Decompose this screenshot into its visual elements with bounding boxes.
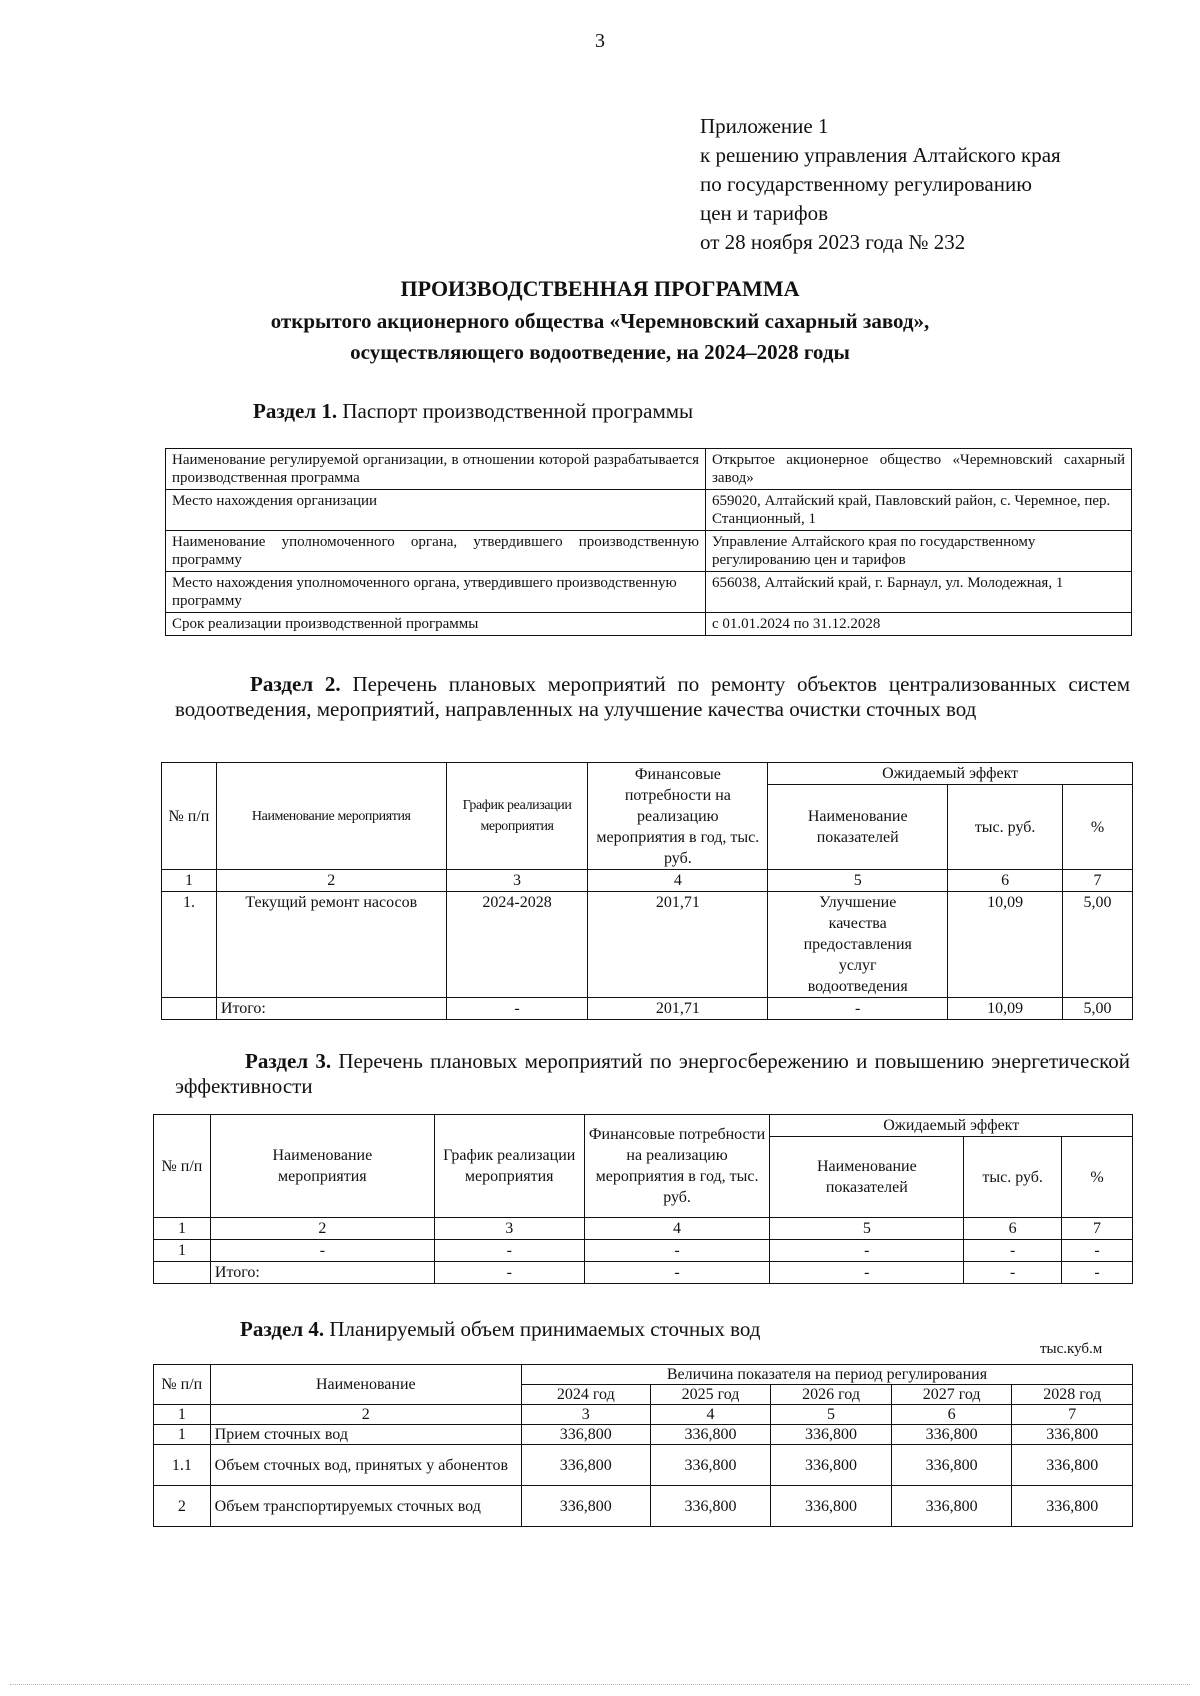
header-num: № п/п [162, 763, 217, 870]
col-number: 7 [1062, 1218, 1133, 1240]
cell-value: 336,800 [1012, 1445, 1133, 1486]
cell-num: 1. [162, 892, 217, 998]
col-number: 5 [771, 1405, 892, 1425]
appendix-line: от 28 ноября 2023 года № 232 [700, 230, 966, 254]
total-finance: 201,71 [588, 998, 768, 1020]
table-row [166, 449, 1132, 490]
section-title: Паспорт производственной программы [342, 399, 694, 423]
total-row [162, 998, 1133, 1020]
header-effect: Ожидаемый эффект [770, 1115, 1133, 1137]
cell-finance: 201,71 [588, 892, 768, 998]
cell-name: Объем транспортируемых сточных вод [210, 1486, 521, 1527]
col-number: 1 [162, 870, 217, 892]
column-number-row [162, 870, 1133, 892]
table-row [154, 1486, 1133, 1527]
passport-table [165, 448, 1132, 636]
header-finance: Финансовые потребности на реализацию мероприятия в год, тыс. руб. [588, 763, 768, 870]
passport-field-value: 656038, Алтайский край, г. Барнаул, ул. Молодежная, 1 [706, 572, 1132, 613]
cell-rub: 10,09 [948, 892, 1063, 998]
column-number-row [154, 1405, 1133, 1425]
table-row [166, 572, 1132, 613]
table-row [162, 892, 1133, 998]
appendix-line: Приложение 1 [700, 114, 829, 138]
section-label: Раздел 4. [240, 1317, 325, 1341]
cell-finance: - [584, 1240, 770, 1262]
repair-measures-table [161, 762, 1133, 1020]
passport-field-value: Открытое акционерное общество «Черемновский сахарный завод» [706, 449, 1132, 490]
cell-value: 336,800 [891, 1425, 1012, 1445]
total-label: Итого: [210, 1262, 434, 1284]
column-number-row [154, 1218, 1133, 1240]
table-row [154, 1445, 1133, 1486]
table-row [166, 613, 1132, 636]
col-number: 6 [948, 870, 1063, 892]
header-rub: тыс. руб. [948, 785, 1063, 870]
total-pct: - [1062, 1262, 1133, 1284]
col-number: 2 [216, 870, 446, 892]
total-label: Итого: [216, 998, 446, 1020]
cell-value: 336,800 [650, 1445, 771, 1486]
units-label: тыс.куб.м [1040, 1341, 1103, 1357]
header-effect: Ожидаемый эффект [768, 763, 1133, 785]
cell-value: 336,800 [891, 1486, 1012, 1527]
document-subtitle: осуществляющего водоотведение, на 2024–2028 годы [350, 340, 850, 364]
appendix-line: цен и тарифов [700, 201, 829, 225]
header-num: № п/п [154, 1365, 211, 1405]
total-schedule: - [446, 998, 588, 1020]
passport-field-name: Место нахождения организации [166, 490, 706, 531]
section-title: Планируемый объем принимаемых сточных вод [329, 1317, 761, 1341]
cell-value: 336,800 [650, 1425, 771, 1445]
col-number: 2 [210, 1218, 434, 1240]
header-schedule: График реализации мероприятия [446, 763, 588, 870]
header-year: 2026 год [771, 1385, 892, 1405]
document-title: ПРОИЗВОДСТВЕННАЯ ПРОГРАММА [400, 276, 800, 301]
passport-field-value: с 01.01.2024 по 31.12.2028 [706, 613, 1132, 636]
header-rub: тыс. руб. [964, 1137, 1062, 1218]
document-subtitle: открытого акционерного общества «Черемновский сахарный завод», [270, 309, 930, 333]
cell-indicator: - [770, 1240, 964, 1262]
cell-schedule: - [434, 1240, 584, 1262]
page-number: 3 [595, 30, 605, 52]
col-number: 3 [521, 1405, 650, 1425]
cell-value: 336,800 [521, 1445, 650, 1486]
header-schedule: График реализации мероприятия [434, 1115, 584, 1218]
section-label: Раздел 2. [250, 672, 341, 696]
passport-field-name: Срок реализации производственной программы [166, 613, 706, 636]
col-number: 7 [1012, 1405, 1133, 1425]
passport-field-name: Наименование регулируемой организации, в отношении которой разрабатывается производственная программа [166, 449, 706, 490]
header-pct: % [1062, 1137, 1133, 1218]
col-number: 3 [434, 1218, 584, 1240]
section-4-heading [240, 1317, 760, 1342]
total-finance: - [584, 1262, 770, 1284]
header-pct: % [1063, 785, 1133, 870]
col-number: 6 [964, 1218, 1062, 1240]
section-label: Раздел 1. [253, 399, 338, 423]
col-number: 2 [210, 1405, 521, 1425]
cell-value: 336,800 [771, 1425, 892, 1445]
table-row [154, 1425, 1133, 1445]
passport-field-name: Наименование уполномоченного органа, утвердившего производственную программу [166, 531, 706, 572]
total-indicator: - [770, 1262, 964, 1284]
col-number: 5 [768, 870, 948, 892]
col-number: 6 [891, 1405, 1012, 1425]
passport-field-name: Место нахождения уполномоченного органа, утвердившего производственную программу [166, 572, 706, 613]
header-period: Величина показателя на период регулирования [521, 1365, 1132, 1385]
cell-num: 1 [154, 1425, 211, 1445]
section-label: Раздел 3. [245, 1049, 332, 1073]
cell-value: 336,800 [771, 1445, 892, 1486]
cell-value: 336,800 [1012, 1486, 1133, 1527]
cell-indicator: Улучшение качества предоставления услуг водоотведения [768, 892, 948, 998]
total-indicator: - [768, 998, 948, 1020]
total-schedule: - [434, 1262, 584, 1284]
total-row [154, 1262, 1133, 1284]
appendix-line: по государственному регулированию [700, 172, 1032, 196]
header-year: 2024 год [521, 1385, 650, 1405]
cell-value: 336,800 [771, 1486, 892, 1527]
table-header-row [154, 1365, 1133, 1385]
scan-edge-line [10, 1684, 1190, 1685]
table-header-row [162, 763, 1133, 785]
passport-field-value: 659020, Алтайский край, Павловский район, с. Черемное, пер. Станционный, 1 [706, 490, 1132, 531]
cell-name: Прием сточных вод [210, 1425, 521, 1445]
cell-value: 336,800 [1012, 1425, 1133, 1445]
cell-value: 336,800 [650, 1486, 771, 1527]
header-year: 2027 год [891, 1385, 1012, 1405]
col-number: 7 [1063, 870, 1133, 892]
col-number: 1 [154, 1405, 211, 1425]
header-indicator: Наименование показателей [770, 1137, 964, 1218]
col-number: 5 [770, 1218, 964, 1240]
col-number: 3 [446, 870, 588, 892]
cell-value: 336,800 [521, 1486, 650, 1527]
section-title: Перечень плановых мероприятий по энергосбережению и повышению энергетической эффективности [175, 1049, 1131, 1098]
header-year: 2025 год [650, 1385, 771, 1405]
cell-schedule: 2024-2028 [446, 892, 588, 998]
header-finance: Финансовые потребности на реализацию мероприятия в год, тыс. руб. [584, 1115, 770, 1218]
header-name: Наименование мероприятия [210, 1115, 434, 1218]
section-1-heading [253, 399, 693, 424]
passport-field-value: Управление Алтайского края по государственному регулированию цен и тарифов [706, 531, 1132, 572]
header-name: Наименование [210, 1365, 521, 1405]
cell-name: - [210, 1240, 434, 1262]
section-title: Перечень плановых мероприятий по ремонту объектов централизованных систем водоотведения, мероприятий, направленных на улучшение качества очистки сточных вод [175, 672, 1130, 721]
appendix-line: к решению управления Алтайского края [700, 143, 1061, 167]
cell-pct: - [1062, 1240, 1133, 1262]
appendix-block [700, 112, 1061, 257]
header-num: № п/п [154, 1115, 211, 1218]
header-indicator: Наименование показателей [768, 785, 948, 870]
section-2-heading [175, 672, 1130, 722]
cell-value: 336,800 [521, 1425, 650, 1445]
cell-rub: - [964, 1240, 1062, 1262]
header-name: Наименование мероприятия [216, 763, 446, 870]
cell-num: 1 [154, 1240, 211, 1262]
col-number: 1 [154, 1218, 211, 1240]
table-header-row [154, 1115, 1133, 1137]
table-row [166, 490, 1132, 531]
table-row [154, 1240, 1133, 1262]
cell-value: 336,800 [891, 1445, 1012, 1486]
table-row [166, 531, 1132, 572]
col-number: 4 [584, 1218, 770, 1240]
total-rub: 10,09 [948, 998, 1063, 1020]
section-3-heading [175, 1049, 1130, 1099]
total-rub: - [964, 1262, 1062, 1284]
header-year: 2028 год [1012, 1385, 1133, 1405]
cell-pct: 5,00 [1063, 892, 1133, 998]
cell-num: 2 [154, 1486, 211, 1527]
cell-name: Объем сточных вод, принятых у абонентов [210, 1445, 521, 1486]
col-number: 4 [588, 870, 768, 892]
energy-measures-table [153, 1114, 1133, 1284]
total-pct: 5,00 [1063, 998, 1133, 1020]
wastewater-volume-table [153, 1364, 1133, 1527]
col-number: 4 [650, 1405, 771, 1425]
cell-name: Текущий ремонт насосов [216, 892, 446, 998]
cell-num: 1.1 [154, 1445, 211, 1486]
